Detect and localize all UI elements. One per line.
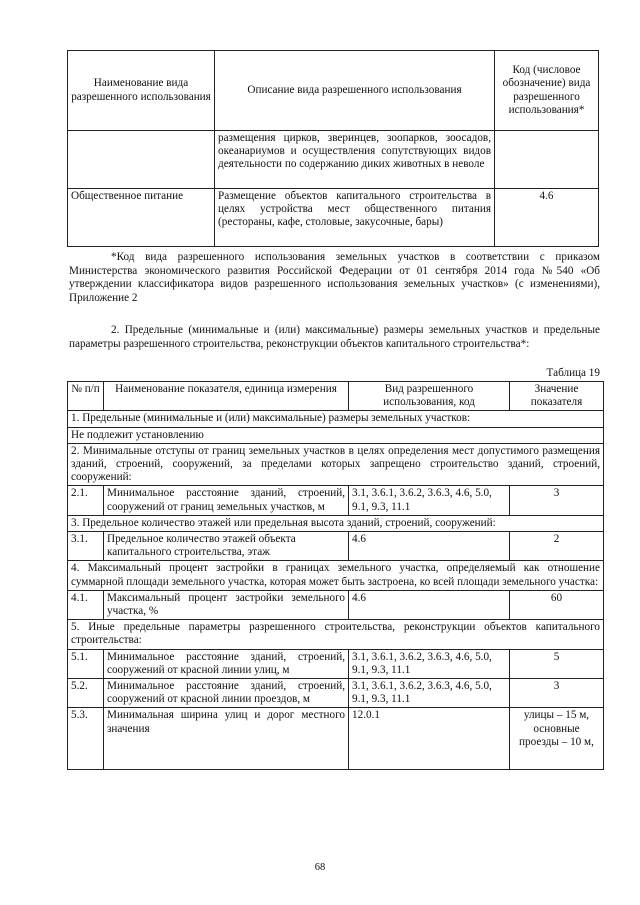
table-row [68, 708, 604, 770]
header-value: Значение показателя [510, 382, 604, 411]
header-number: № п/п [68, 382, 104, 411]
use-codes: 12.0.1 [349, 708, 510, 770]
table-row [68, 189, 599, 247]
use-codes: 4.6 [349, 532, 510, 561]
paragraph-2: 2. Предельные (минимальные и (или) максимальные) размеры земельных участков и предельные параметры разрешенного строительства, реконструкции объектов капитального строительства*: [69, 324, 600, 350]
section-row [68, 620, 604, 649]
row-number: 5.3. [68, 708, 104, 770]
row-number: 5.1. [68, 649, 104, 678]
section-row [68, 561, 604, 590]
section-2-heading: 2. Минимальные отступы от границ земельных участков в целях определения мест допустимого размещения зданий, строений, сооружений, за пределами которых запрещено строительство зданий, строений, сооружений: [68, 443, 604, 486]
land-use-table [67, 50, 599, 247]
table-row [68, 532, 604, 561]
use-codes: 4.6 [349, 590, 510, 619]
use-codes: 3.1, 3.6.1, 3.6.2, 3.6.3, 4.6, 5.0, 9.1, 9.3, 11.1 [349, 486, 510, 515]
header-use-name: Наименование вида разрешенного использования [68, 51, 215, 131]
use-description-cell: размещения цирков, зверинцев, зоопарков, зоосадов, океанариумов и осуществления сопутствующих видов деятельности по содержанию диких животных в неволе [215, 131, 495, 189]
table-row [68, 679, 604, 708]
indicator-name: Минимальное расстояние зданий, строений, сооружений от красной линии проездов, м [104, 679, 349, 708]
row-number: 4.1. [68, 590, 104, 619]
table-row [68, 486, 604, 515]
section-4-heading: 4. Максимальный процент застройки в границах земельного участка, определяемый как отношение суммарной площади земельного участка, которая может быть застроена, ко всей площади земельного участка: [68, 561, 604, 590]
use-name-cell [68, 131, 215, 189]
header-use-code: Код (числовое обозначение) вида разрешенного использования* [495, 51, 599, 131]
use-name-cell: Общественное питание [68, 189, 215, 247]
indicator-value: 2 [510, 532, 604, 561]
use-code-cell [495, 131, 599, 189]
indicator-name: Максимальный процент застройки земельного участка, % [104, 590, 349, 619]
indicator-value: 3 [510, 486, 604, 515]
table-row [68, 590, 604, 619]
use-code-cell: 4.6 [495, 189, 599, 247]
row-number: 3.1. [68, 532, 104, 561]
indicator-value: улицы – 15 м, основные проезды – 10 м, [510, 708, 604, 770]
indicator-name: Минимальное расстояние зданий, строений, сооружений от границ земельных участков, м [104, 486, 349, 515]
section-row [68, 515, 604, 531]
section-3-heading: 3. Предельное количество этажей или предельная высота зданий, строений, сооружений: [68, 515, 604, 531]
parameters-table [67, 381, 604, 770]
section-row [68, 443, 604, 486]
row-number: 2.1. [68, 486, 104, 515]
use-description-cell: Размещение объектов капитального строительства в целях устройства мест общественного питания (рестораны, кафе, столовые, закусочные, бары) [215, 189, 495, 247]
table-row [68, 649, 604, 678]
table-header-row [68, 51, 599, 131]
indicator-value: 3 [510, 679, 604, 708]
table-caption: Таблица 19 [546, 367, 600, 379]
header-use-description: Описание вида разрешенного использования [215, 51, 495, 131]
indicator-name: Предельное количество этажей объекта капитального строительства, этаж [104, 532, 349, 561]
section-1-value: Не подлежит установлению [68, 427, 604, 443]
header-indicator: Наименование показателя, единица измерения [104, 382, 349, 411]
page-number: 68 [314, 862, 326, 873]
use-codes: 3.1, 3.6.1, 3.6.2, 3.6.3, 4.6, 5.0, 9.1, 9.3, 11.1 [349, 649, 510, 678]
section-row [68, 411, 604, 427]
row-number: 5.2. [68, 679, 104, 708]
section-1-heading: 1. Предельные (минимальные и (или) максимальные) размеры земельных участков: [68, 411, 604, 427]
table-row [68, 131, 599, 189]
indicator-name: Минимальное расстояние зданий, строений, сооружений от красной линии улиц, м [104, 649, 349, 678]
header-use-kind: Вид разрешенного использования, код [349, 382, 510, 411]
indicator-value: 60 [510, 590, 604, 619]
table-header-row [68, 382, 604, 411]
use-codes: 3.1, 3.6.1, 3.6.2, 3.6.3, 4.6, 5.0, 9.1, 9.3, 11.1 [349, 679, 510, 708]
indicator-value: 5 [510, 649, 604, 678]
section-5-heading: 5. Иные предельные параметры разрешенного строительства, реконструкции объектов капитального строительства: [68, 620, 604, 649]
section-row [68, 427, 604, 443]
footnote: *Код вида разрешенного использования земельных участков в соответствии с приказом Министерства экономического развития Российской Федерации от 01 сентября 2014 года №540 «Об утверждении классификатора видов разрешенного использования земельных участков» (с изменениями), Приложение 2 [69, 251, 600, 304]
indicator-name: Минимальная ширина улиц и дорог местного значения [104, 708, 349, 770]
